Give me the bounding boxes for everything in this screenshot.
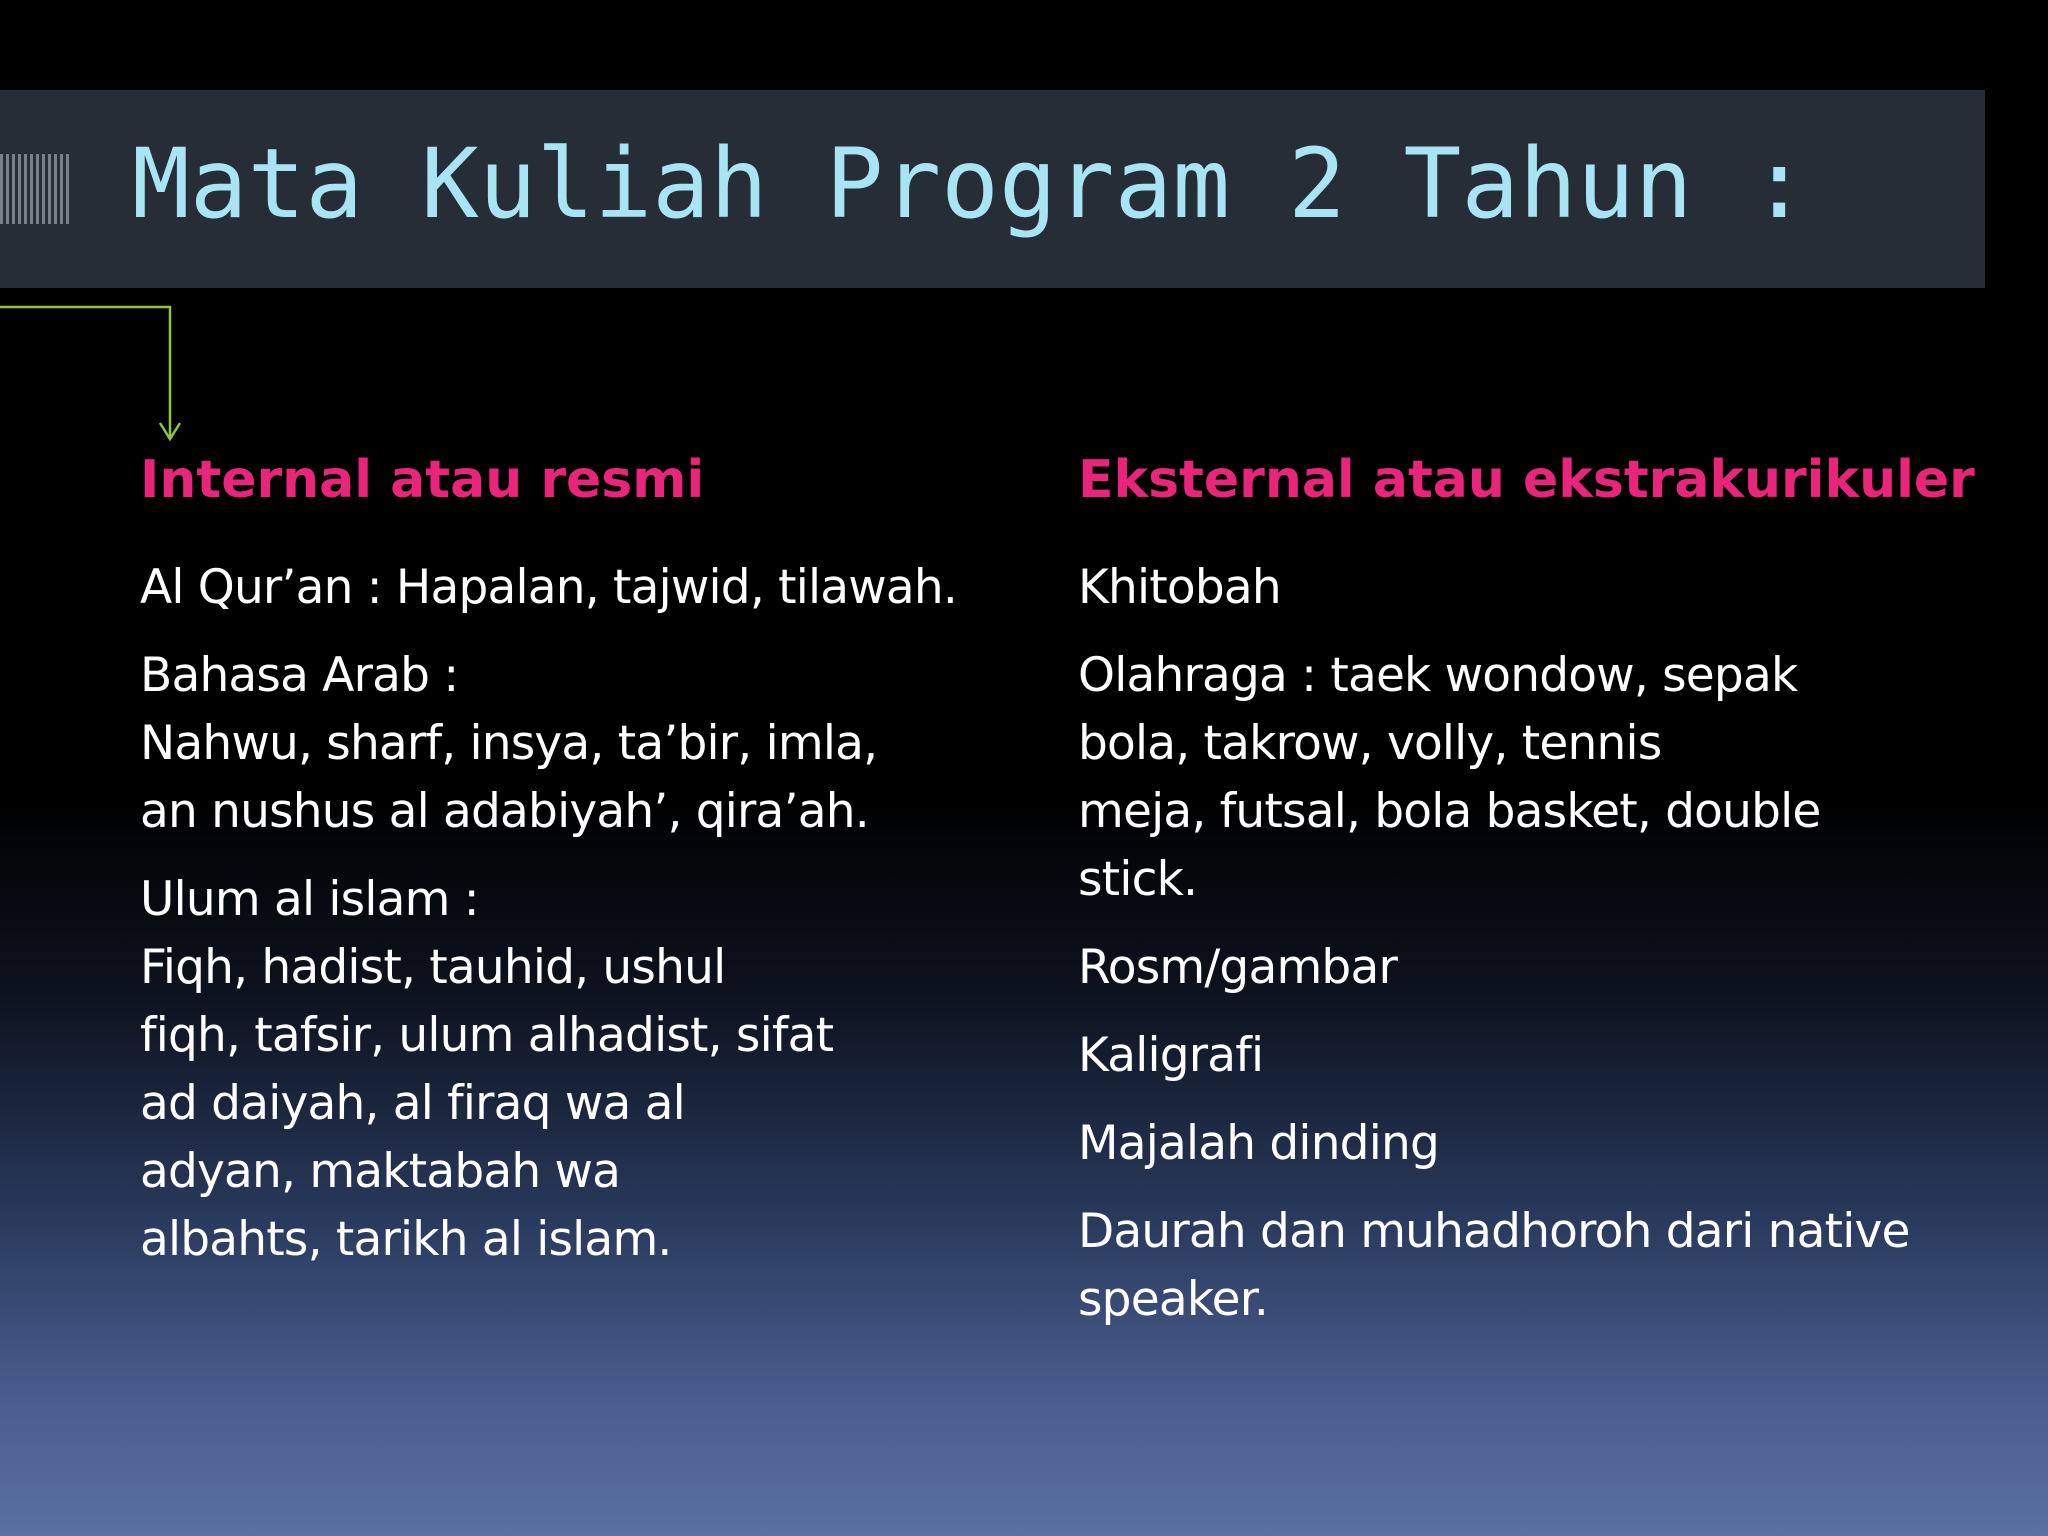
list-item-title: Al Qur’an : Hapalan, tajwid, tilawah. (140, 560, 958, 615)
list-item-detail: Fiqh, hadist, tauhid, ushul (140, 940, 726, 995)
internal-column (140, 438, 1000, 1294)
list-item (1078, 642, 1978, 914)
internal-list (140, 554, 1000, 1274)
list-item (140, 554, 1000, 622)
list-item-detail: adyan, maktabah wa (140, 1144, 621, 1199)
title-bar (0, 90, 1985, 288)
list-item-detail: fiqh, tafsir, ulum alhadist, sifat (140, 1008, 834, 1063)
list-item (140, 642, 1000, 846)
internal-heading: Internal atau resmi (140, 450, 705, 510)
list-item-detail: bola, takrow, volly, tennis (1078, 716, 1662, 771)
connector-arrow-icon (0, 0, 200, 460)
external-list (1078, 554, 1978, 1334)
list-item-detail: ad daiyah, al firaq wa al (140, 1076, 685, 1131)
list-item-title: Ulum al islam : (140, 872, 479, 927)
list-item (1078, 1198, 1978, 1334)
list-item-title: Khitobah (1078, 560, 1281, 615)
list-item-title: Daurah dan muhadhoroh dari native (1078, 1204, 1910, 1259)
list-item-title: Kaligrafi (1078, 1028, 1264, 1083)
list-item-detail: Nahwu, sharf, insya, ta’bir, imla, (140, 716, 878, 771)
list-item-title: Olahraga : taek wondow, sepak (1078, 648, 1798, 703)
list-item-title: Majalah dinding (1078, 1116, 1439, 1171)
list-item (1078, 1110, 1978, 1178)
list-item-detail: stick. (1078, 852, 1198, 907)
slide-title: Mata Kuliah Program 2 Tahun : (132, 128, 1809, 240)
list-item (1078, 554, 1978, 622)
list-item-detail: albahts, tarikh al islam. (140, 1212, 672, 1267)
list-item-detail: an nushus al adabiyah’, qira’ah. (140, 784, 869, 839)
list-item-title: Bahasa Arab : (140, 648, 459, 703)
list-item (1078, 1022, 1978, 1090)
external-heading: Eksternal atau ekstrakurikuler (1078, 450, 1975, 510)
list-item-detail: speaker. (1078, 1272, 1269, 1327)
external-column (1078, 438, 1978, 1354)
list-item (140, 866, 1000, 1274)
list-item (1078, 934, 1978, 1002)
list-item-title: Rosm/gambar (1078, 940, 1397, 995)
list-item-detail: meja, futsal, bola basket, double (1078, 784, 1821, 839)
